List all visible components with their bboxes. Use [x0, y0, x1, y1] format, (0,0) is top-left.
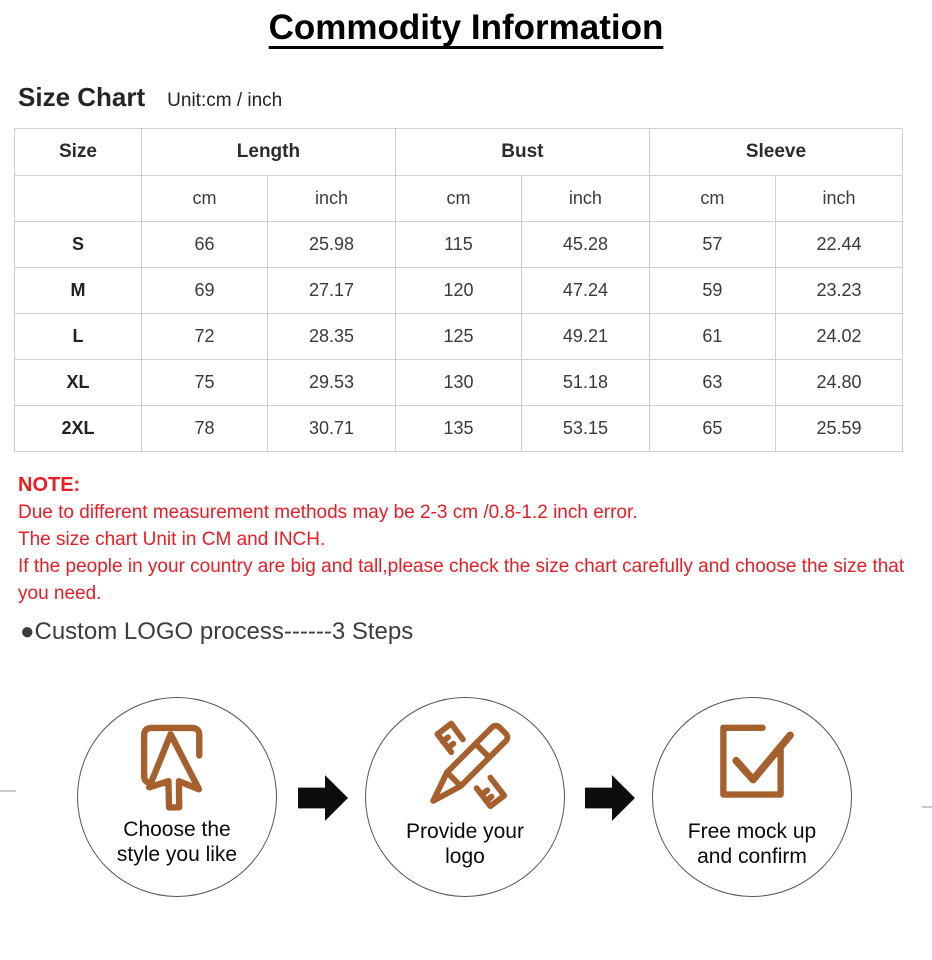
cell-value: 22.44	[775, 222, 902, 268]
step-label	[406, 820, 524, 870]
cell-value: 24.02	[775, 314, 902, 360]
table-row	[15, 406, 903, 452]
note-line: If the people in your country are big and tall,please check the size chart carefully and choose the size that you need.	[18, 556, 905, 604]
step-label-line2: logo	[445, 844, 485, 868]
right-arrow-icon	[298, 772, 348, 824]
custom-logo-process-heading: ●Custom LOGO process------3 Steps	[20, 618, 414, 645]
col-header-size: Size	[15, 129, 142, 176]
cell-value: 125	[395, 314, 521, 360]
cell-value: 66	[141, 222, 267, 268]
subheader-cm: cm	[141, 176, 267, 222]
cell-value: 45.28	[522, 222, 650, 268]
subheader-empty	[15, 176, 142, 222]
cell-value: 57	[649, 222, 775, 268]
step-label-line1: Free mock up	[687, 820, 817, 843]
cell-value: 72	[141, 314, 267, 360]
col-header-sleeve: Sleeve	[649, 129, 902, 176]
cell-value: 47.24	[522, 268, 650, 314]
size-chart-title: Size Chart	[18, 82, 146, 112]
size-label: 2XL	[15, 406, 142, 452]
table-row	[15, 360, 903, 406]
cell-value: 49.21	[522, 314, 650, 360]
size-chart-header	[18, 82, 282, 113]
size-chart-table	[14, 128, 903, 452]
step-label-line2: style you like	[116, 842, 238, 866]
process-step-3	[652, 697, 852, 897]
cell-value: 23.23	[775, 268, 902, 314]
cell-value: 78	[141, 406, 267, 452]
cell-value: 28.35	[268, 314, 396, 360]
size-label: S	[15, 222, 142, 268]
table-row	[15, 314, 903, 360]
unit-label: Unit:cm / inch	[167, 90, 283, 111]
cell-value: 59	[649, 268, 775, 314]
cell-value: 61	[649, 314, 775, 360]
size-label: L	[15, 314, 142, 360]
size-label: XL	[15, 360, 142, 406]
subheader-inch: inch	[268, 176, 396, 222]
cell-value: 27.17	[268, 268, 396, 314]
page-title: Commodity Information	[268, 8, 664, 47]
cell-value: 120	[395, 268, 521, 314]
step-label-line2: and confirm	[697, 844, 807, 868]
edge-artifact-left	[0, 790, 16, 792]
cell-value: 51.18	[522, 360, 650, 406]
edge-artifact-right	[922, 806, 932, 808]
cell-value: 69	[141, 268, 267, 314]
subheader-cm: cm	[649, 176, 775, 222]
step-label-line1: Provide your	[406, 820, 524, 843]
cell-value: 25.98	[268, 222, 396, 268]
step-label	[117, 818, 237, 868]
right-arrow-icon	[585, 772, 635, 824]
cell-value: 63	[649, 360, 775, 406]
step-label-line1: Choose the	[123, 818, 231, 841]
table-subheader-row	[15, 176, 903, 222]
cell-value: 75	[141, 360, 267, 406]
cell-value: 53.15	[522, 406, 650, 452]
cell-value: 25.59	[775, 406, 902, 452]
pencil-ruler-icon	[412, 714, 518, 820]
size-label: M	[15, 268, 142, 314]
subheader-cm: cm	[395, 176, 521, 222]
cell-value: 130	[395, 360, 521, 406]
table-group-header-row	[15, 129, 903, 176]
subheader-inch: inch	[775, 176, 902, 222]
subheader-inch: inch	[522, 176, 650, 222]
cell-value: 30.71	[268, 406, 396, 452]
table-row	[15, 268, 903, 314]
col-header-bust: Bust	[395, 129, 649, 176]
cell-value: 135	[395, 406, 521, 452]
cell-value: 29.53	[268, 360, 396, 406]
cell-value: 115	[395, 222, 521, 268]
process-step-2	[365, 697, 565, 897]
process-step-1	[77, 697, 277, 897]
note-line: The size chart Unit in CM and INCH.	[18, 529, 326, 550]
cell-value: 24.80	[775, 360, 902, 406]
note-heading: NOTE:	[18, 474, 81, 496]
check-confirm-icon	[699, 714, 805, 820]
cell-value: 65	[649, 406, 775, 452]
table-row	[15, 222, 903, 268]
col-header-length: Length	[141, 129, 395, 176]
cursor-click-icon	[124, 712, 230, 818]
step-label	[688, 820, 816, 870]
note-line: Due to different measurement methods may be 2-3 cm /0.8-1.2 inch error.	[18, 502, 638, 523]
note-block	[18, 472, 916, 607]
